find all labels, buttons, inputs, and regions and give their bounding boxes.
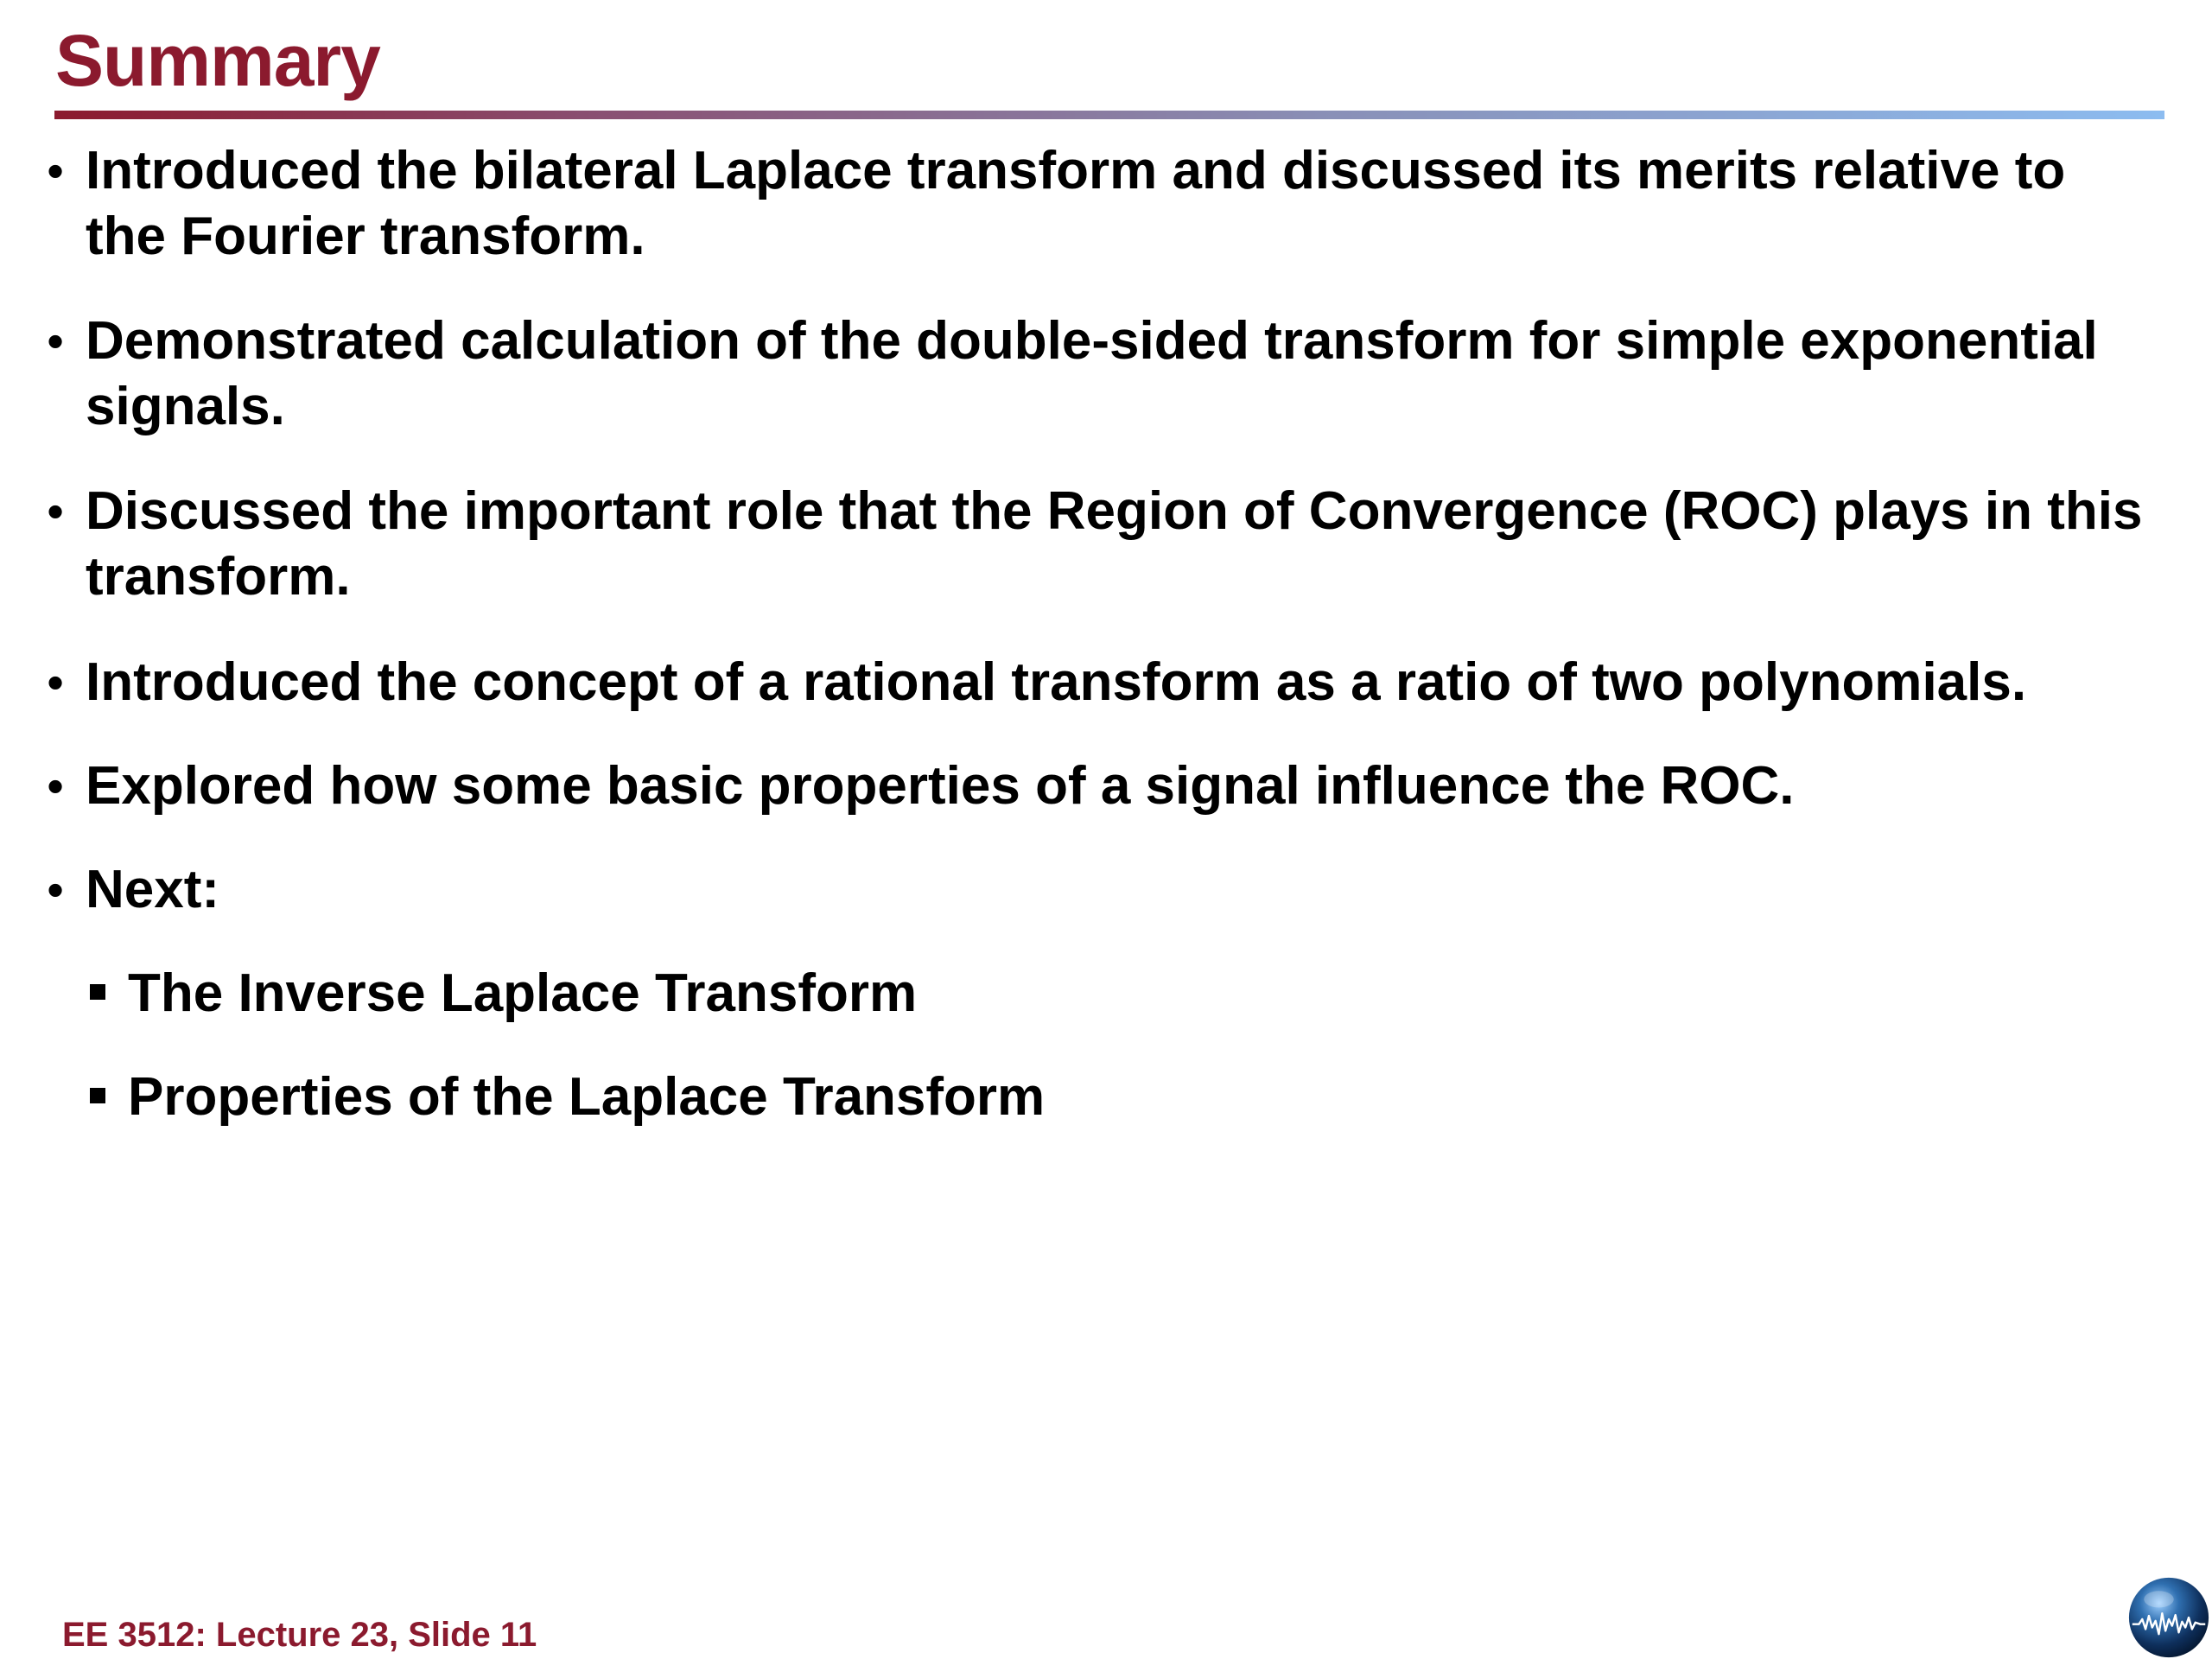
bullet-text: Next: [86,860,220,919]
bullet-dot-icon: • [47,143,64,198]
bullet-dot-icon: • [47,759,64,813]
bullet-text: Demonstrated calculation of the double-sided transform for simple exponential signals. [86,311,2098,436]
bullet-dot-icon: • [47,862,64,917]
square-bullet-icon [90,1088,105,1103]
square-bullet-icon [90,984,105,1000]
bullet-text: Introduced the concept of a rational transform as a ratio of two polynomials. [86,652,2027,712]
bullet-item [47,138,2159,270]
title-divider [54,111,2164,119]
slide-footer: EE 3512: Lecture 23, Slide 11 [62,1616,537,1654]
slide-title: Summary [55,20,380,101]
bullet-text: Discussed the important role that the Region of Convergence (ROC) plays in this transform. [86,481,2143,607]
bullet-item [47,308,2159,440]
sub-bullet-text: The Inverse Laplace Transform [128,963,918,1023]
sub-bullet-item [128,961,2202,1027]
sub-bullet-text: Properties of the Laplace Transform [128,1067,1046,1127]
bullet-item [47,479,2159,610]
sub-bullet-item [128,1065,2202,1130]
bullet-item [47,857,2159,923]
bullet-text: Introduced the bilateral Laplace transform and discussed its merits relative to the Fourier transform. [86,141,2066,266]
bullet-dot-icon: • [47,484,64,538]
bullet-text: Explored how some basic properties of a signal influence the ROC. [86,756,1795,816]
bullet-dot-icon: • [47,655,64,709]
bullet-dot-icon: • [47,314,64,368]
bullet-item [47,650,2159,715]
globe-logo-icon [2127,1576,2210,1659]
bullet-item [47,753,2159,819]
